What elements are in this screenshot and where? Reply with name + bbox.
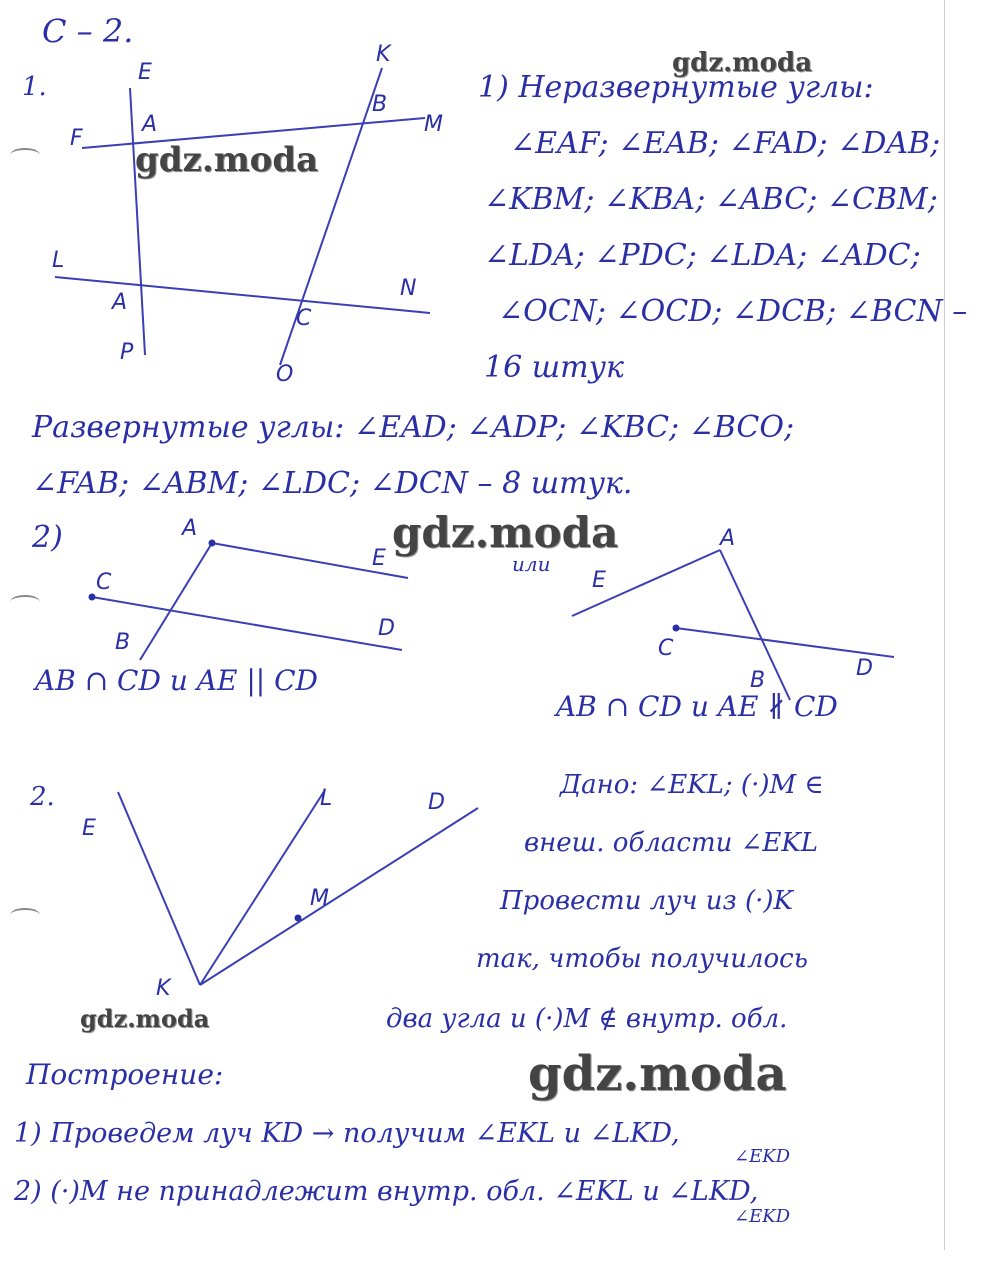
- label-M: M: [310, 886, 329, 911]
- label-A: A: [182, 516, 198, 541]
- left-caption: AB ∩ CD и AE || CD: [35, 664, 318, 697]
- task1-text-line: ∠FAB; ∠ABM; ∠LDC; ∠DCN – 8 штук.: [32, 466, 633, 501]
- label-K: K: [376, 42, 391, 67]
- label-C: C: [96, 570, 112, 595]
- task1-text-line: ∠OCN; ∠OCD; ∠DCB; ∠BCN –: [498, 294, 968, 329]
- given-line: Провести луч из (·)K: [500, 886, 793, 916]
- label-C: C: [658, 636, 674, 661]
- label-D: D: [378, 616, 395, 641]
- task1-text-line: 16 штук: [484, 350, 624, 385]
- watermark: gdz.moda: [392, 508, 619, 557]
- label-L: L: [320, 786, 333, 811]
- step-line: ∠EKD: [734, 1146, 791, 1167]
- label-N: N: [400, 276, 417, 301]
- label-M: M: [424, 112, 443, 137]
- label-E: E: [138, 60, 152, 85]
- label-E: E: [372, 546, 386, 571]
- watermark: gdz.moda: [80, 1004, 210, 1033]
- task1-text-line: ∠KBM; ∠KBA; ∠ABC; ∠CBM;: [484, 182, 938, 217]
- step-line: 1) Проведем луч KD → получим ∠EKL и ∠LKD,: [14, 1118, 680, 1149]
- label-D: A: [112, 290, 128, 315]
- task1-text-line: ∠LDA; ∠PDC; ∠LDA; ∠ADC;: [484, 238, 921, 273]
- task2-number: 2.: [30, 782, 55, 812]
- watermark: gdz.moda: [672, 48, 813, 78]
- task1b-number: 2): [32, 520, 63, 555]
- given-line: два угла и (·)M ∉ внутр. обл.: [386, 1004, 788, 1034]
- watermark: gdz.moda: [135, 140, 319, 180]
- task1-text-line: Развернутые углы: ∠EAD; ∠ADP; ∠KBC; ∠BCO;: [32, 410, 795, 445]
- step-line: ∠EKD: [734, 1206, 791, 1227]
- build-heading: Построение:: [26, 1058, 224, 1091]
- task1-number: 1.: [22, 72, 47, 102]
- given-line: так, чтобы получилось: [476, 944, 808, 974]
- step-line: 2) (·)M не принадлежит внутр. обл. ∠EKL и ∠LKD,: [14, 1176, 759, 1207]
- label-B: B: [750, 668, 766, 693]
- header-label: С – 2.: [42, 12, 134, 50]
- label-E: E: [592, 568, 606, 593]
- label-C: C: [296, 306, 312, 331]
- label-D: D: [856, 656, 873, 681]
- label-E: E: [82, 816, 96, 841]
- right-caption: AB ∩ CD и AE ∦ CD: [556, 690, 838, 723]
- label-D: D: [428, 790, 445, 815]
- label-P: P: [120, 340, 134, 365]
- label-F: F: [70, 126, 83, 151]
- watermark: gdz.moda: [528, 1046, 787, 1102]
- task1-text-line: ∠EAF; ∠EAB; ∠FAD; ∠DAB;: [510, 126, 941, 161]
- label-O: O: [276, 362, 294, 387]
- or-label: или: [512, 552, 551, 576]
- label-B: B: [372, 92, 388, 117]
- label-L: L: [52, 248, 65, 273]
- given-line: Дано: ∠EKL; (·)M ∈: [560, 770, 824, 800]
- label-K: K: [156, 976, 171, 1001]
- label-A: A: [142, 112, 158, 137]
- given-line: внеш. области ∠EKL: [524, 828, 819, 858]
- label-B: B: [115, 630, 131, 655]
- task1-text-line: 1) Неразвернутые углы:: [478, 70, 874, 105]
- label-A: A: [720, 526, 736, 551]
